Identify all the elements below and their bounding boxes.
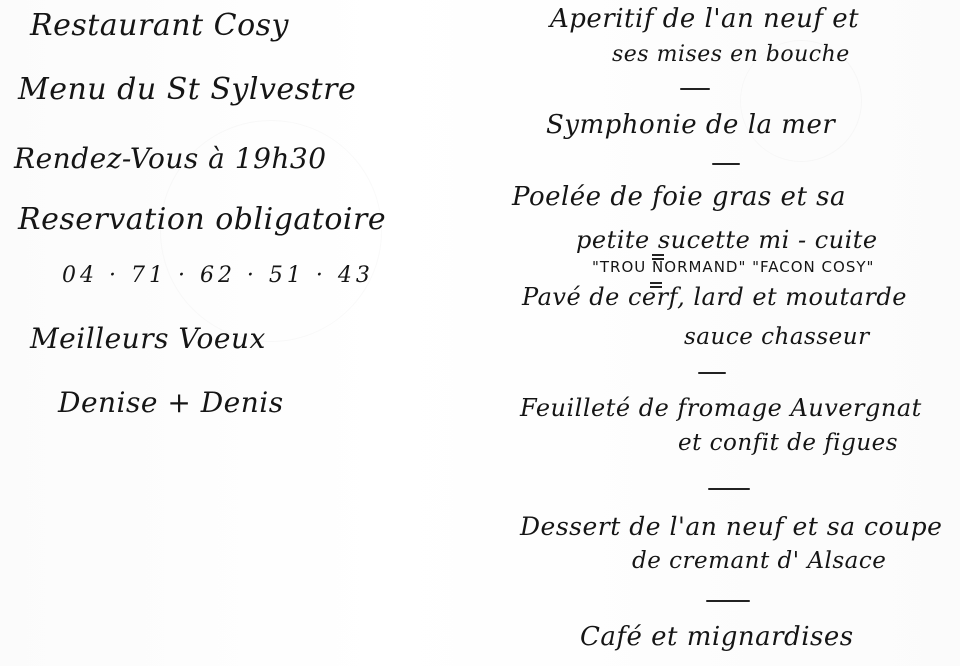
- course-fromage-line1: Feuilleté de fromage Auvergnat: [520, 394, 922, 422]
- course-aperitif-line1: Aperitif de l'an neuf et: [550, 4, 860, 34]
- course-symphonie: Symphonie de la mer: [546, 110, 836, 140]
- course-dessert-line1: Dessert de l'an neuf et sa coupe: [520, 512, 943, 541]
- trou-normand: "TROU NORMAND" "FACON COSY": [592, 258, 875, 276]
- course-cafe: Café et mignardises: [580, 622, 854, 652]
- rendezvous-time: Rendez-Vous à 19h30: [14, 142, 327, 175]
- course-separator: [680, 88, 710, 90]
- menu-title: Menu du St Sylvestre: [18, 72, 357, 107]
- restaurant-name: Restaurant Cosy: [30, 8, 289, 43]
- wishes: Meilleurs Voeux: [30, 322, 266, 355]
- course-fromage-line2: et confit de figues: [678, 430, 899, 456]
- course-cerf-line2: sauce chasseur: [684, 324, 870, 350]
- signature: Denise + Denis: [58, 386, 284, 419]
- course-foie-gras-line2: petite sucette mi - cuite: [576, 226, 878, 254]
- phone-number: 04 · 71 · 62 · 51 · 43: [62, 263, 374, 288]
- reservation-note: Reservation obligatoire: [18, 202, 387, 237]
- course-separator: [708, 488, 750, 490]
- course-cerf-line1: Pavé de cerf, lard et moutarde: [522, 283, 907, 311]
- course-separator: [706, 600, 750, 602]
- course-separator: [698, 372, 726, 374]
- course-dessert-line2: de cremant d' Alsace: [632, 548, 887, 574]
- course-aperitif-line2: ses mises en bouche: [612, 42, 850, 67]
- course-foie-gras-line1: Poelée de foie gras et sa: [512, 182, 846, 212]
- course-separator: [712, 163, 740, 165]
